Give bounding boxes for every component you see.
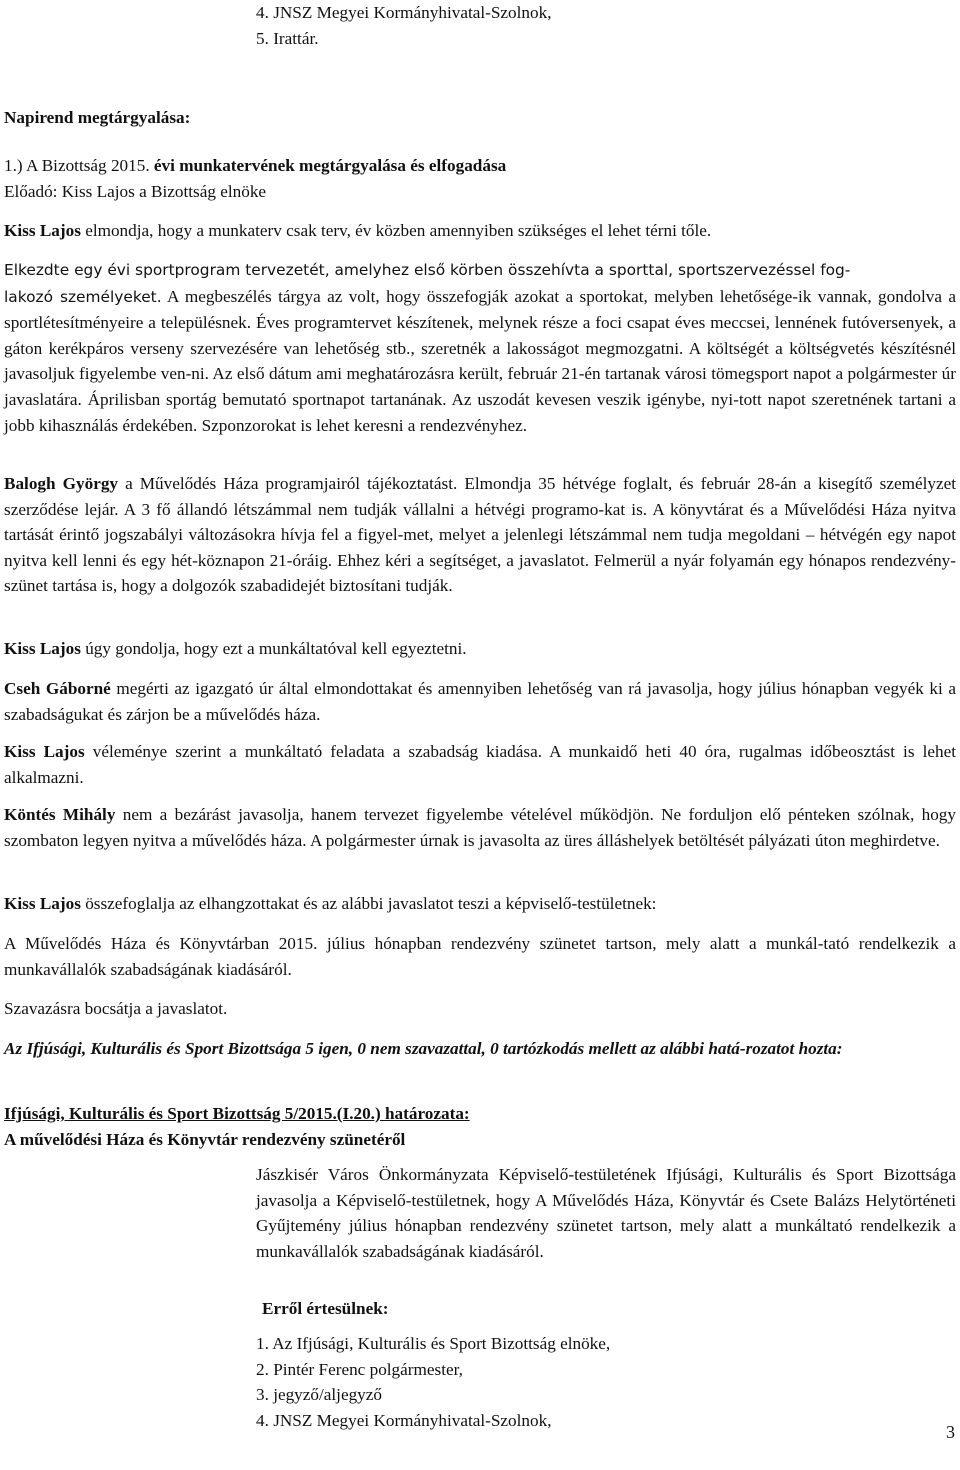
- agenda-presenter: Előadó: Kiss Lajos a Bizottság elnöke: [4, 181, 267, 201]
- speaker-name: Cseh Gáborné: [4, 679, 111, 698]
- speaker-name: Kiss Lajos: [4, 742, 85, 761]
- agenda-heading: Napirend megtárgyalása:: [4, 108, 191, 127]
- paragraph-text: véleménye szerint a munkáltató feladata a szabadság kiadása. A munkaidő heti 40 óra, rugalmas időbeosztást is lehet alkalmazni.: [4, 742, 956, 787]
- list-item: 1. Az Ifjúsági, Kulturális és Sport Bizottság elnöke,: [256, 1334, 611, 1353]
- paragraph-line: Elkezdte egy évi sportprogram tervezetét, amelyhez első körben összehívta a sporttal, sportszervezéssel fog-: [4, 261, 851, 279]
- resolution-title: A művelődési Háza és Könyvtár rendezvény szünetéről: [4, 1129, 406, 1149]
- paragraph-text: úgy gondolja, hogy ezt a munkáltatóval kell egyeztetni.: [80, 639, 467, 658]
- distribution-item: 5. Irattár.: [256, 28, 319, 48]
- paragraph-text: elmondja, hogy a munkaterv csak terv, év közben amennyiben szükséges el lehet térni tőle.: [80, 221, 712, 240]
- resolution-header: [4, 1101, 956, 1152]
- paragraph-kontes: [4, 802, 956, 853]
- speaker-name: Balogh György: [4, 474, 119, 493]
- list-item: 4. JNSZ Megyei Kormányhivatal-Szolnok,: [256, 1410, 552, 1430]
- speaker-name: Kiss Lajos: [4, 639, 81, 658]
- resolution-body: Jászkisér Város Önkormányzata Képviselő-testületének Ifjúsági, Kulturális és Sport Bizottsága javasolja a Képviselő-testületnek, hogy A Művelődés Háza, Könyvtár és Csete Balázs Helytörténeti Gyűjtemény július hónapban rendezvény szünetet tartson, mely alatt a munkáltató rendelkezik a munkavállalók szabadságának kiadásáról.: [256, 1165, 956, 1261]
- notify-heading: Erről értesülnek:: [262, 1299, 389, 1318]
- paragraph-line: lakozó személyeket.: [4, 287, 162, 306]
- speaker-name: Kiss Lajos: [4, 894, 81, 913]
- agenda-item-prefix: 1.) A Bizottság 2015.: [4, 156, 150, 175]
- paragraph-text: összefoglalja az elhangzottakat és az alábbi javaslatot teszi a képviselő-testületnek:: [80, 894, 657, 913]
- paragraph-kiss-3: [4, 739, 956, 790]
- paragraph-sportprogram: [4, 258, 956, 438]
- vote-result: Az Ifjúsági, Kulturális és Sport Bizottsága 5 igen, 0 nem szavazattal, 0 tartózkodás mellett az alábbi hatá-rozatot hozta:: [4, 1039, 843, 1058]
- paragraph-kiss-4: [4, 891, 956, 917]
- paragraph-text: a Művelődés Háza programjairól tájékoztatást. Elmondja 35 hétvége foglalt, és február 28-án a kisegítő személyzet szerződése lejár. A 3 fő állandó létszámmal nem tudják vállalni a hétvégi programo-kat is. A könyvtárat és a Művelődési Háza nyitva tartását érintő jogszabályi változásokra hívja fel a figyel-met, melyet a jelenlegi létszámmal nem tudja megoldani – hétvégén egy napot nyitva kell lenni és egy hét-köznapon 21-óráig. Ehhez kéri a segítséget, a javaslatot. Felmerül a nyár folyamán egy hónapos rendezvény-szünet tartása is, hogy a dolgozók szabadidejét biztosítani tudják.: [4, 474, 956, 596]
- list-item: 3. jegyző/aljegyző: [256, 1385, 382, 1405]
- distribution-item: 4. JNSZ Megyei Kormányhivatal-Szolnok,: [256, 3, 552, 22]
- distribution-list-top: [256, 0, 552, 51]
- speaker-name: Köntés Mihály: [4, 805, 116, 824]
- paragraph-text: nem a bezárást javasolja, hanem tervezet figyelembe vételével működjön. Ne forduljon elő pénteken szólnak, hogy szombaton legyen nyitva a művelődés háza. A polgármester úrnak is javasolta az üres álláshelyek betöltését pályázati úton meghirdetve.: [4, 805, 956, 850]
- proposal-text: A Művelődés Háza és Könyvtárban 2015. július hónapban rendezvény szünetet tartson, mely alatt a munkál-tató rendelkezik a munkavállalók szabadságának kiadásáról.: [4, 934, 956, 979]
- vote-call: Szavazásra bocsátja a javaslatot.: [4, 999, 228, 1018]
- speaker-name: Kiss Lajos: [4, 221, 81, 240]
- page-number: 3: [946, 1422, 955, 1442]
- agenda-item-1: [4, 153, 956, 204]
- resolution-number: Ifjúsági, Kulturális és Sport Bizottság 5/2015.(I.20.) határozata:: [4, 1104, 470, 1123]
- paragraph-cseh: [4, 676, 956, 727]
- paragraph-balogh: [4, 471, 956, 599]
- paragraph-text: A megbeszélés tárgya az volt, hogy összefogják azokat a sportokat, melyben lehetősége-ik vannak, gondolva a sportlétesítményeire a településnek. Éves programtervet készítenek, melynek része a foci csapat éves meccsei, lennének futóversenyek, a gáton kerékpáros verseny szervezésére van lehetőség stb., szeretnék a lakosságot megmozgatni. A költségét a költségvetés készítésnél javasoljuk figyelembe ven-ni. Az első dátum ami meghatározásra került, február 21-én tartanak városi tömegsport napot a polgármester úr javaslatára. Áprilisban sportág bemutató sportnapot tartanának. Az uszodát kevesen veszik igénybe, nyi-tott napot szeretnének tartani a jobb kihasználás érdekében. Szponzorokat is lehet keresni a rendezvényhez.: [4, 286, 956, 435]
- paragraph-kiss-1: [4, 218, 956, 244]
- list-item: 2. Pintér Ferenc polgármester,: [256, 1359, 463, 1379]
- paragraph-kiss-2: [4, 636, 956, 662]
- notify-list: [256, 1331, 610, 1433]
- paragraph-text: megérti az igazgató úr által elmondottakat és amennyiben lehetőség van rá javasolja, hogy július hónapban vegyék ki a szabadságukat és zárjon be a művelődés háza.: [4, 679, 956, 724]
- agenda-item-title: évi munkatervének megtárgyalása és elfogadása: [149, 156, 507, 175]
